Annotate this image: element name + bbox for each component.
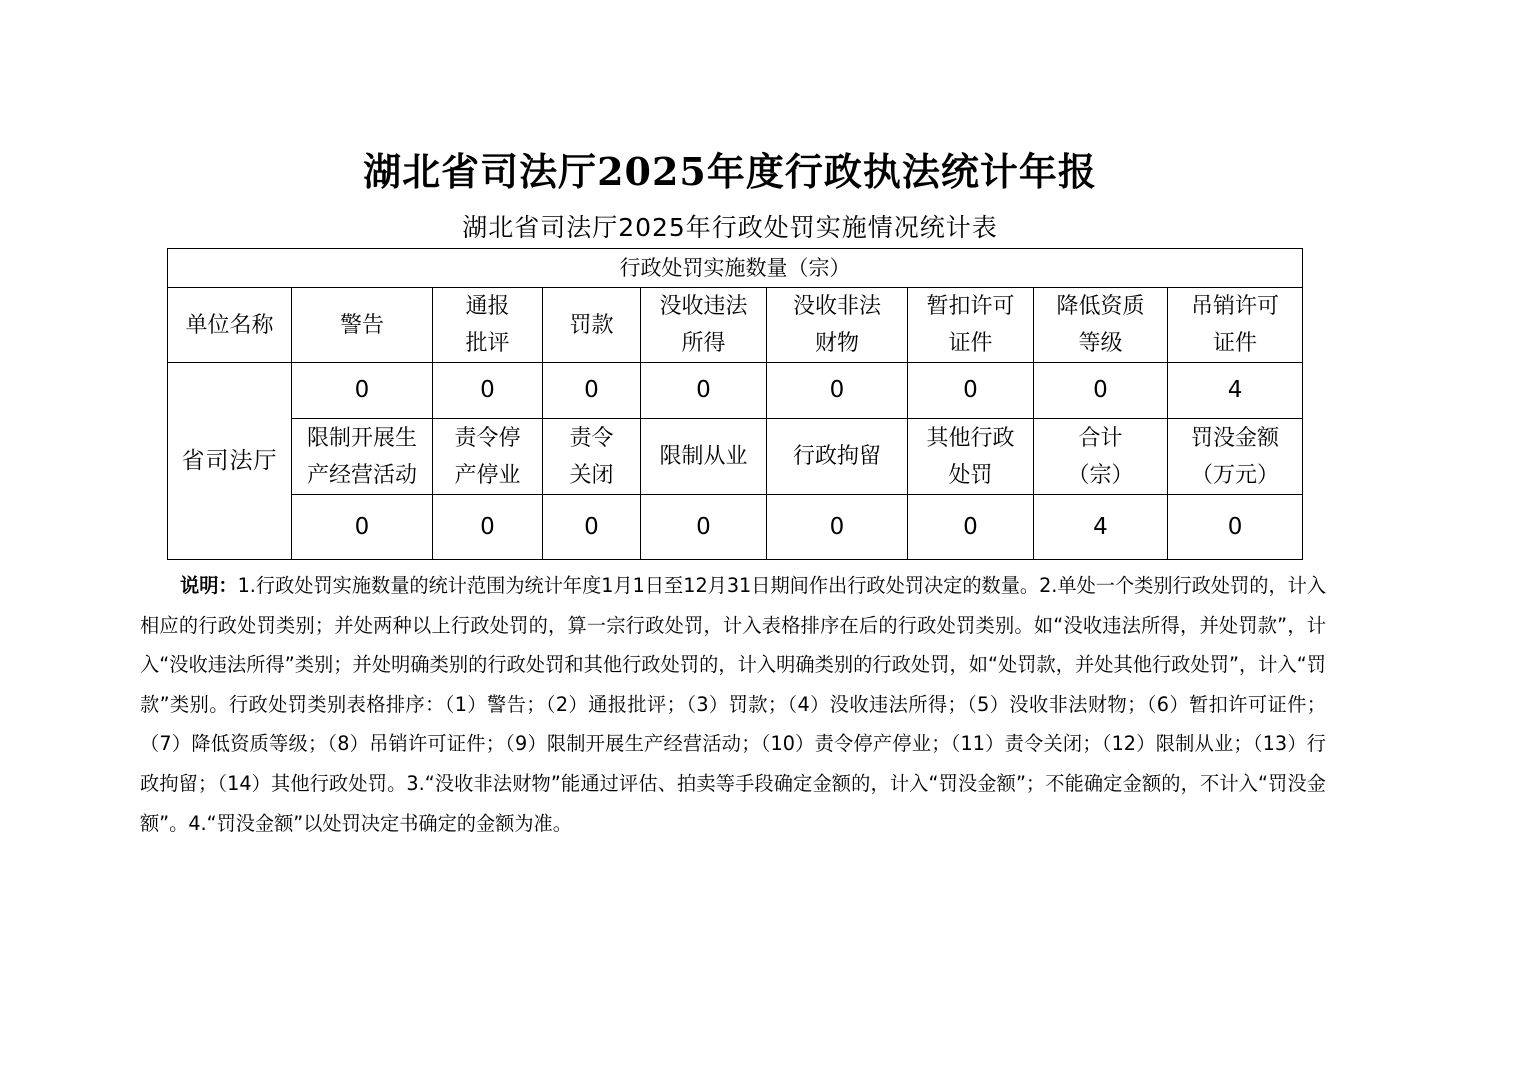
unit-name-cell: 省司法厅 <box>168 363 292 560</box>
table-group-header-row <box>168 249 1303 288</box>
value-cell: 0 <box>292 363 433 419</box>
value-cell: 0 <box>641 363 767 419</box>
value-cell: 4 <box>1034 495 1168 560</box>
column-header-row-1 <box>168 288 1303 363</box>
value-row-2 <box>168 495 1303 560</box>
column-header: 罚款 <box>543 288 641 363</box>
value-cell: 0 <box>641 495 767 560</box>
column-header: 警告 <box>292 288 433 363</box>
column-header: 责令 关闭 <box>543 419 641 495</box>
notes-text: 1.行政处罚实施数量的统计范围为统计年度1月1日至12月31日期间作出行政处罚决定的数量。2.单处一个类别行政处罚的，计入相应的行政处罚类别；并处两种以上行政处罚的，算一宗行政处罚，计入表格排序在后的行政处罚类别。如“没收违法所得，并处罚款”，计入“没收违法所得”类别；并处明确类别的行政处罚和其他行政处罚的，计入明确类别的行政处罚，如“处罚款，并处其他行政处罚”，计入“罚款”类别。行政处罚类别表格排序：（1）警告；（2）通报批评；（3）罚款；（4）没收违法所得；（5）没收非法财物；（6）暂扣许可证件；（7）降低资质等级；（8）吊销许可证件；（9）限制开展生产经营活动；（10）责令停产停业；（11）责令关闭；（12）限制从业；（13）行政拘留；（14）其他行政处罚。3.“没收非法财物”能通过评估、拍卖等手段确定金额的，计入“罚没金额”；不能确定金额的，不计入“罚没金额”。4.“罚没金额”以处罚决定书确定的金额为准。 <box>140 574 1327 835</box>
column-header: 暂扣许可 证件 <box>908 288 1034 363</box>
value-row-1 <box>168 363 1303 419</box>
column-header-row-2 <box>168 419 1303 495</box>
value-cell: 0 <box>908 363 1034 419</box>
value-cell: 0 <box>1034 363 1168 419</box>
notes-label: 说明： <box>180 574 238 597</box>
value-cell: 4 <box>1168 363 1303 419</box>
column-header: 降低资质 等级 <box>1034 288 1168 363</box>
column-header: 责令停 产停业 <box>433 419 543 495</box>
column-header: 合计 （宗） <box>1034 419 1168 495</box>
value-cell: 0 <box>767 363 908 419</box>
value-cell: 0 <box>543 363 641 419</box>
penalty-statistics-table <box>167 248 1303 560</box>
value-cell: 0 <box>433 363 543 419</box>
group-header-cell: 行政处罚实施数量（宗） <box>168 249 1303 288</box>
column-header: 限制从业 <box>641 419 767 495</box>
value-cell: 0 <box>908 495 1034 560</box>
column-header: 通报 批评 <box>433 288 543 363</box>
unit-name-header: 单位名称 <box>168 288 292 363</box>
value-cell: 0 <box>292 495 433 560</box>
column-header: 其他行政 处罚 <box>908 419 1034 495</box>
column-header: 行政拘留 <box>767 419 908 495</box>
value-cell: 0 <box>767 495 908 560</box>
column-header: 罚没金额 （万元） <box>1168 419 1303 495</box>
value-cell: 0 <box>433 495 543 560</box>
table-subtitle: 湖北省司法厅2025年行政处罚实施情况统计表 <box>462 213 998 242</box>
column-header: 没收违法 所得 <box>641 288 767 363</box>
column-header: 吊销许可 证件 <box>1168 288 1303 363</box>
column-header: 没收非法 财物 <box>767 288 908 363</box>
explanatory-notes <box>140 566 1326 843</box>
value-cell: 0 <box>1168 495 1303 560</box>
report-title: 湖北省司法厅2025年度行政执法统计年报 <box>363 149 1097 194</box>
column-header: 限制开展生 产经营活动 <box>292 419 433 495</box>
value-cell: 0 <box>543 495 641 560</box>
